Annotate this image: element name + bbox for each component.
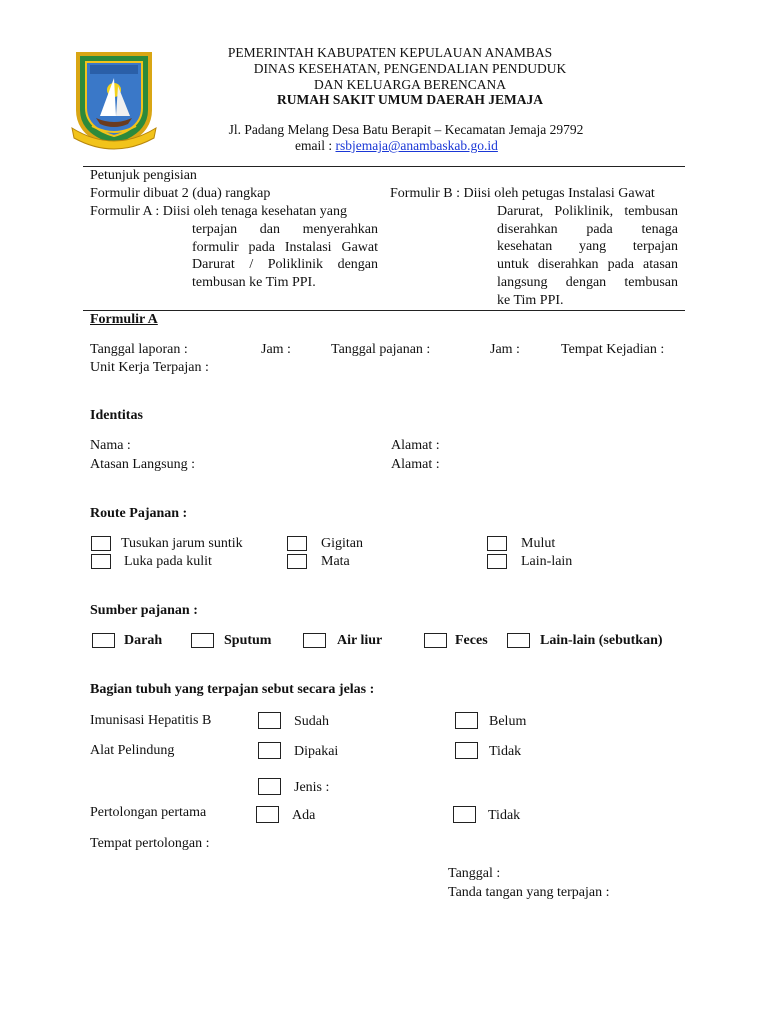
email-label: email : <box>295 138 336 153</box>
bite-checkbox[interactable] <box>287 536 307 551</box>
name-label: Nama : <box>90 438 131 453</box>
hospital-name: RUMAH SAKIT UMUM DAERAH JEMAJA <box>277 92 543 107</box>
first-aid-place-label: Tempat pertolongan : <box>90 836 210 851</box>
vaccinated-no-checkbox[interactable] <box>455 712 478 729</box>
saliva-label: Air liur <box>337 633 383 648</box>
signature-label: Tanda tangan yang terpajan : <box>448 885 610 900</box>
sputum-label: Sputum <box>224 633 272 648</box>
work-unit-label: Unit Kerja Terpajan : <box>90 360 209 375</box>
instructions-copies: Formulir dibuat 2 (dua) rangkap <box>90 186 271 201</box>
first-aid-no-label: Tidak <box>488 808 521 823</box>
protective-gear-label: Alat Pelindung <box>90 743 175 758</box>
route-other-checkbox[interactable] <box>487 554 507 569</box>
skin-wound-label: Luka pada kulit <box>124 554 212 569</box>
supervisor-label: Atasan Langsung : <box>90 457 195 472</box>
feces-checkbox[interactable] <box>424 633 447 648</box>
address-label-2: Alamat : <box>391 457 440 472</box>
report-time-label: Jam : <box>261 342 291 357</box>
source-other-label: Lain-lain (sebutkan) <box>540 633 663 648</box>
bite-label: Gigitan <box>321 536 363 551</box>
source-other-checkbox[interactable] <box>507 633 530 648</box>
first-aid-yes-checkbox[interactable] <box>256 806 279 823</box>
email-line <box>295 138 498 154</box>
divider-top <box>83 166 685 167</box>
header-line-1: PEMERINTAH KABUPATEN KEPULAUAN ANAMBAS <box>227 45 553 60</box>
hepatitis-b-label: Imunisasi Hepatitis B <box>90 713 212 728</box>
gear-type-checkbox[interactable] <box>258 778 281 795</box>
exposure-time-label: Jam : <box>490 342 520 357</box>
source-heading: Sumber pajanan : <box>90 603 198 618</box>
address-label-1: Alamat : <box>391 438 440 453</box>
report-date-label: Tanggal laporan : <box>90 342 188 357</box>
exposure-date-label: Tanggal pajanan : <box>331 342 431 357</box>
first-aid-label: Pertolongan pertama <box>90 805 207 820</box>
email-link[interactable]: rsbjemaja@anambaskab.go.id <box>335 138 498 153</box>
form-title: Formulir A <box>90 312 158 327</box>
hospital-address: Jl. Padang Melang Desa Batu Berapit – Kecamatan Jemaja 29792 <box>228 122 584 137</box>
header-line-2: DINAS KESEHATAN, PENGENDALIAN PENDUDUK <box>253 61 567 76</box>
blood-checkbox[interactable] <box>92 633 115 648</box>
first-aid-yes-label: Ada <box>292 808 316 823</box>
mouth-checkbox[interactable] <box>487 536 507 551</box>
gear-worn-label: Dipakai <box>294 744 339 759</box>
identity-heading: Identitas <box>90 408 143 423</box>
route-other-label: Lain-lain <box>521 554 573 569</box>
vaccinated-yes-label: Sudah <box>294 714 329 729</box>
divider-bottom <box>83 310 685 311</box>
route-heading: Route Pajanan : <box>90 506 188 521</box>
skin-wound-checkbox[interactable] <box>91 554 111 569</box>
needle-stick-checkbox[interactable] <box>91 536 111 551</box>
vaccinated-yes-checkbox[interactable] <box>258 712 281 729</box>
gear-not-worn-label: Tidak <box>489 744 522 759</box>
saliva-checkbox[interactable] <box>303 633 326 648</box>
blood-label: Darah <box>124 633 163 648</box>
incident-location-label: Tempat Kejadian : <box>561 342 665 357</box>
form-b-description: Formulir B : Diisi oleh petugas Instalasi Gawat <box>390 186 655 201</box>
signature-date-label: Tanggal : <box>448 866 501 881</box>
header-line-3: DAN KELUARGA BERENCANA <box>314 77 506 92</box>
gear-worn-checkbox[interactable] <box>258 742 281 759</box>
sputum-checkbox[interactable] <box>191 633 214 648</box>
needle-stick-label: Tusukan jarum suntik <box>121 536 243 551</box>
eye-checkbox[interactable] <box>287 554 307 569</box>
first-aid-no-checkbox[interactable] <box>453 806 476 823</box>
gear-not-worn-checkbox[interactable] <box>455 742 478 759</box>
form-b-description-cont: Darurat, Poliklinik, tembusan diserahkan pada tenaga kesehatan yang terpajan untuk diserahkan pada atasan langsung dengan tembusan ke Tim PPI. <box>497 204 678 308</box>
body-part-heading: Bagian tubuh yang terpajan sebut secara jelas : <box>90 682 375 697</box>
regency-emblem-logo <box>70 50 158 150</box>
gear-type-label: Jenis : <box>294 780 330 795</box>
form-a-description: Formulir A : Diisi oleh tenaga kesehatan yang <box>90 204 348 219</box>
eye-label: Mata <box>321 554 350 569</box>
mouth-label: Mulut <box>521 536 556 551</box>
vaccinated-no-label: Belum <box>489 714 527 729</box>
instructions-title: Petunjuk pengisian <box>90 168 197 183</box>
feces-label: Feces <box>455 633 488 648</box>
form-a-description-cont: terpajan dan menyerahkan formulir pada Instalasi Gawat Darurat / Poliklinik dengan tembusan ke Tim PPI. <box>192 222 378 291</box>
